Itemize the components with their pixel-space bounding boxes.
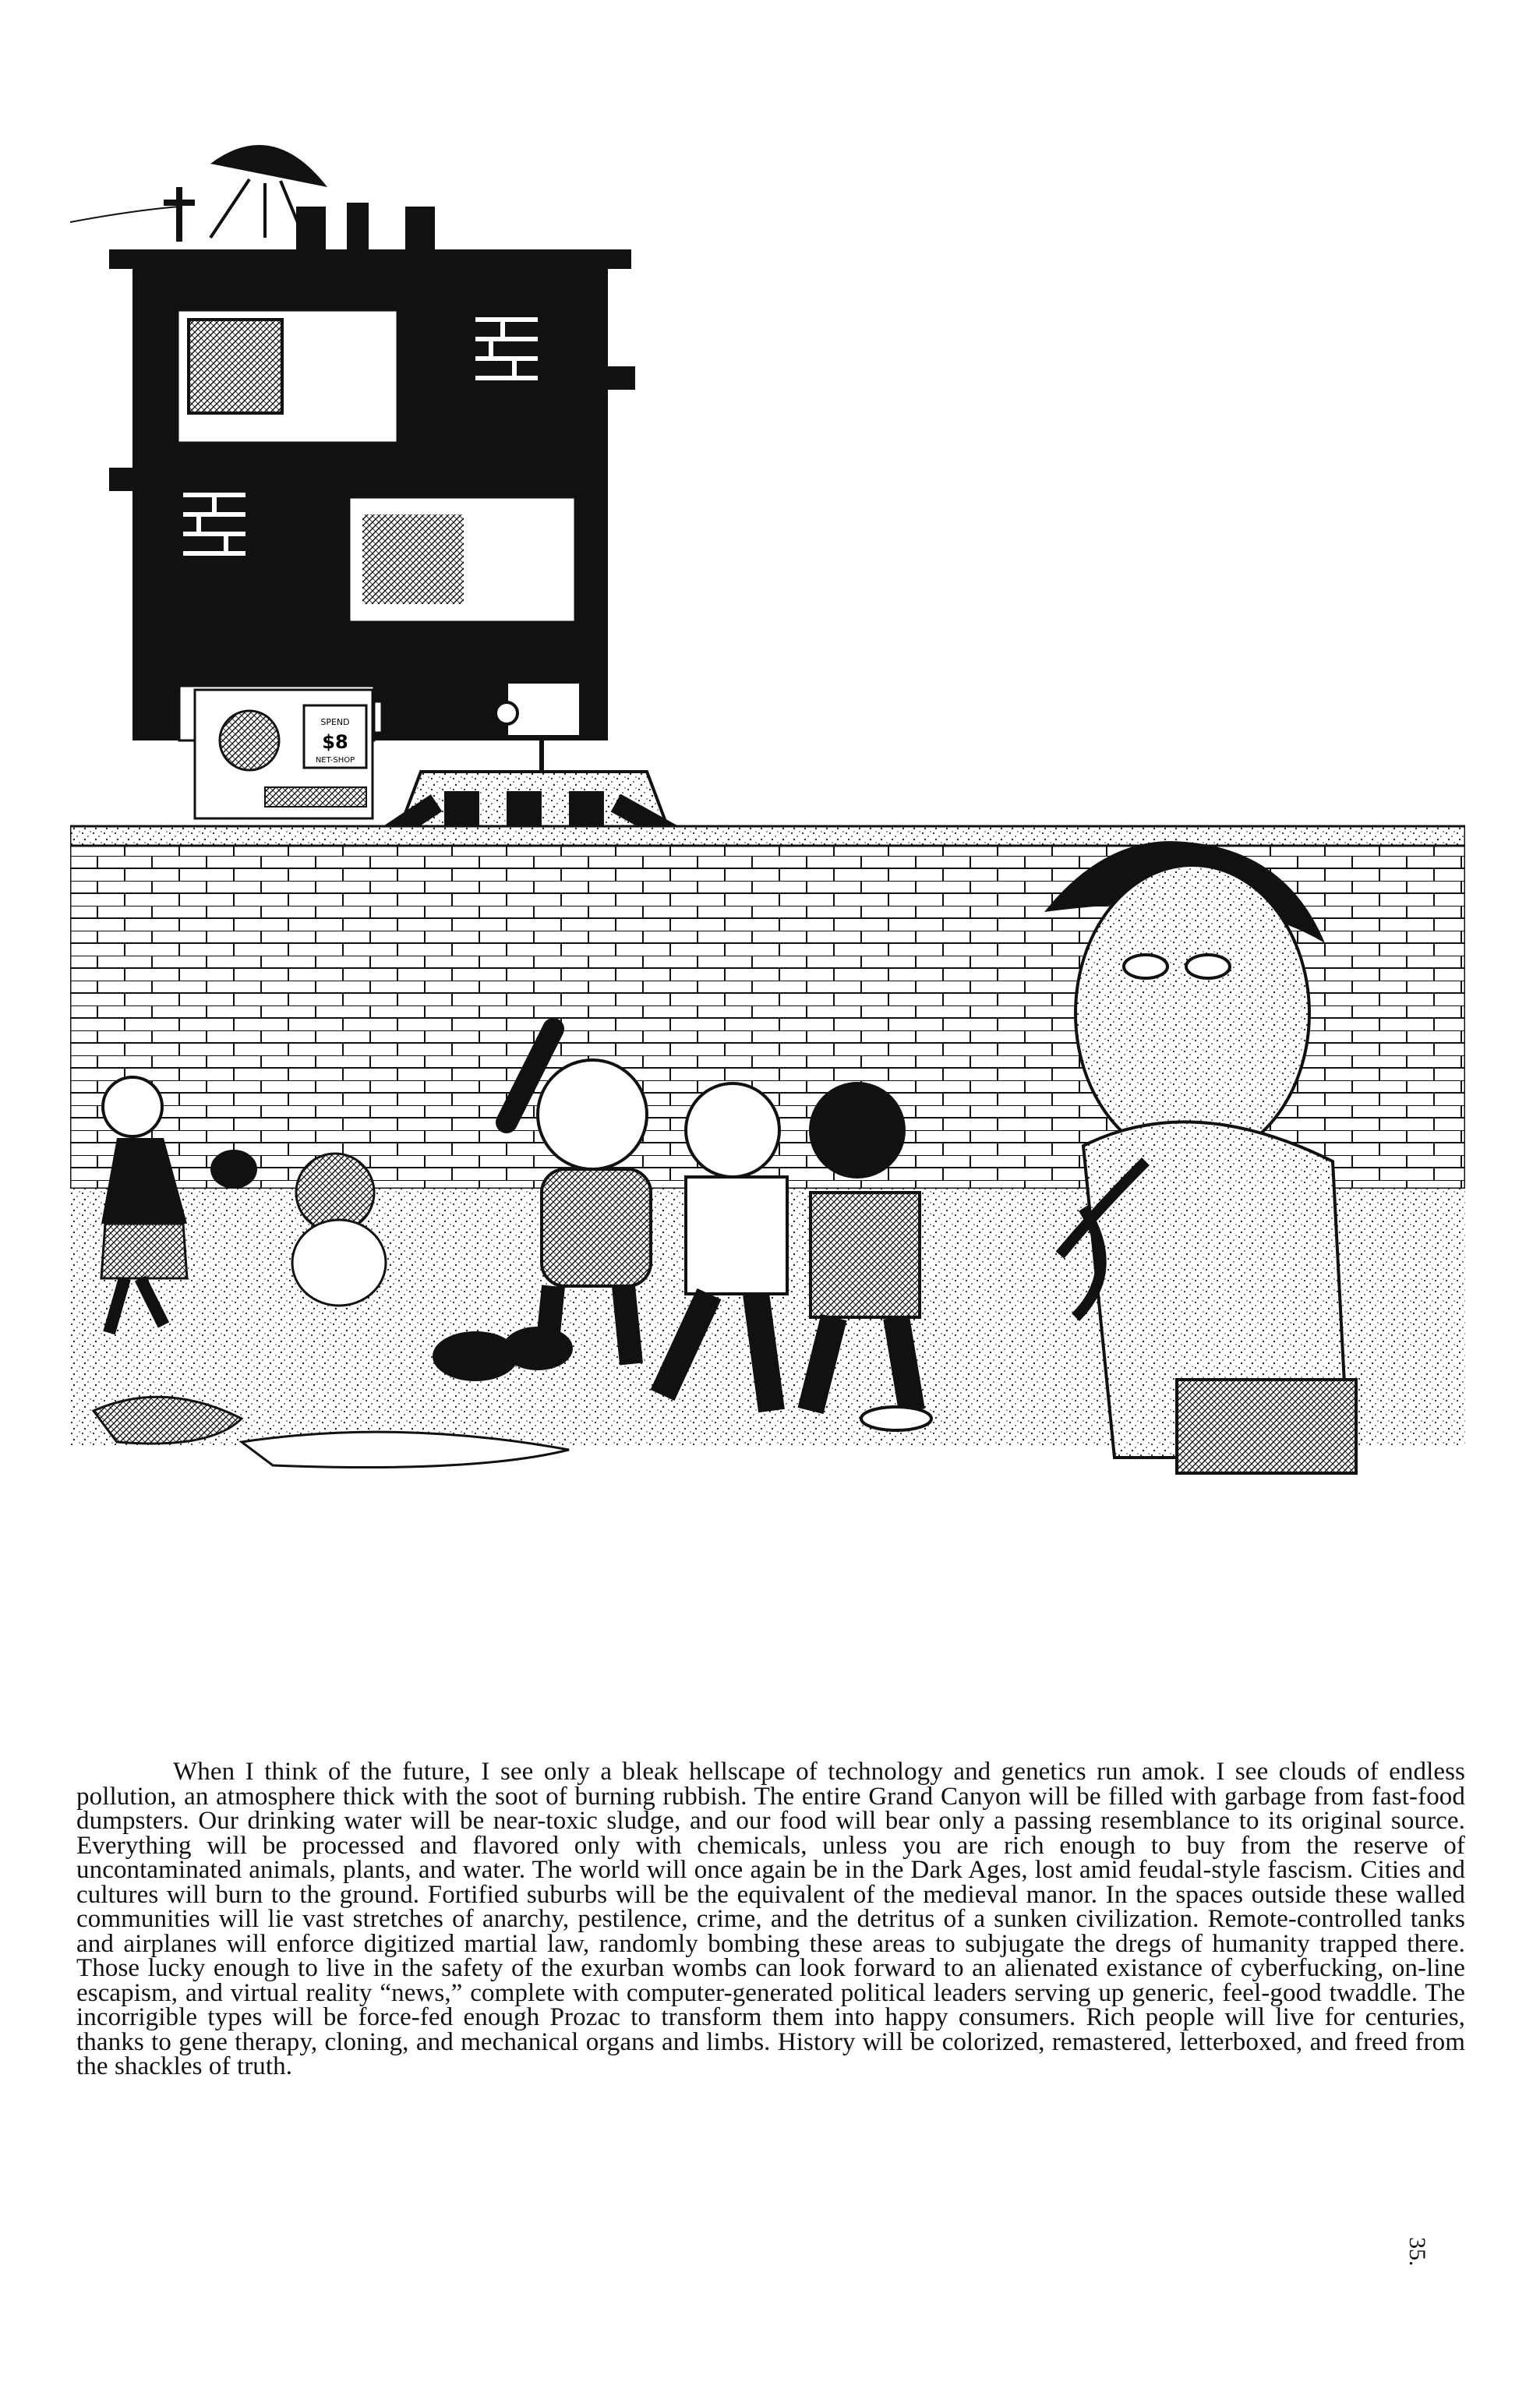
apartment-building	[109, 203, 635, 740]
net-shop-window	[195, 690, 373, 818]
comic-illustration	[70, 133, 1465, 1606]
sign-price-text: $8	[322, 731, 348, 753]
bomb	[210, 1150, 257, 1189]
page-number: 35.	[1404, 2237, 1430, 2267]
sign-top-text: SPEND	[320, 717, 350, 727]
sign-bottom-text: NET-SHOP	[315, 756, 355, 765]
crater	[861, 1407, 931, 1430]
satellite-dish	[70, 145, 327, 242]
body-paragraph: When I think of the future, I see only a bleak hellscape of technology and genetics run amok. I see clouds of endless pollution, an atmosphere thick with the soot of burning rubbish. The entire Grand Canyon will be filled with garbage from fast-food dumpsters. Our drinking water will be near-toxic sludge, and our food will bear only a passing resemblance to its original source. Everything will be processed and flavored only with chemicals, unless you are rich enough to buy from the reserve of uncontaminated animals, plants, and water. The world will once again be in the Dark Ages, lost amid feudal-style fascism. Cities and cultures will burn to the ground. Fortified suburbs will be the equivalent of the medieval manor. In the spaces outside these walled communities will lie vast stretches of anarchy, pestilence, crime, and the detritus of a sunken civilization. Remote-controlled tanks and airplanes will enforce digitized martial law, randomly bombing these areas to subjugate the dregs of humanity trapped there. Those lucky enough to live in the safety of the exurban wombs can look forward to an alienated existance of cyberfucking, on-line escapism, and virtual reality “news,” complete with computer-generated political leaders serving up generic, feel-good twaddle. The incorrigible types will be force-fed enough Prozac to transform them into happy consumers. Rich people will live for centuries, thanks to gene therapy, cloning, and mechanical organs and limbs. History will be colorized, remastered, letterboxed, and freed from the shackles of truth.	[76, 1758, 1465, 2080]
